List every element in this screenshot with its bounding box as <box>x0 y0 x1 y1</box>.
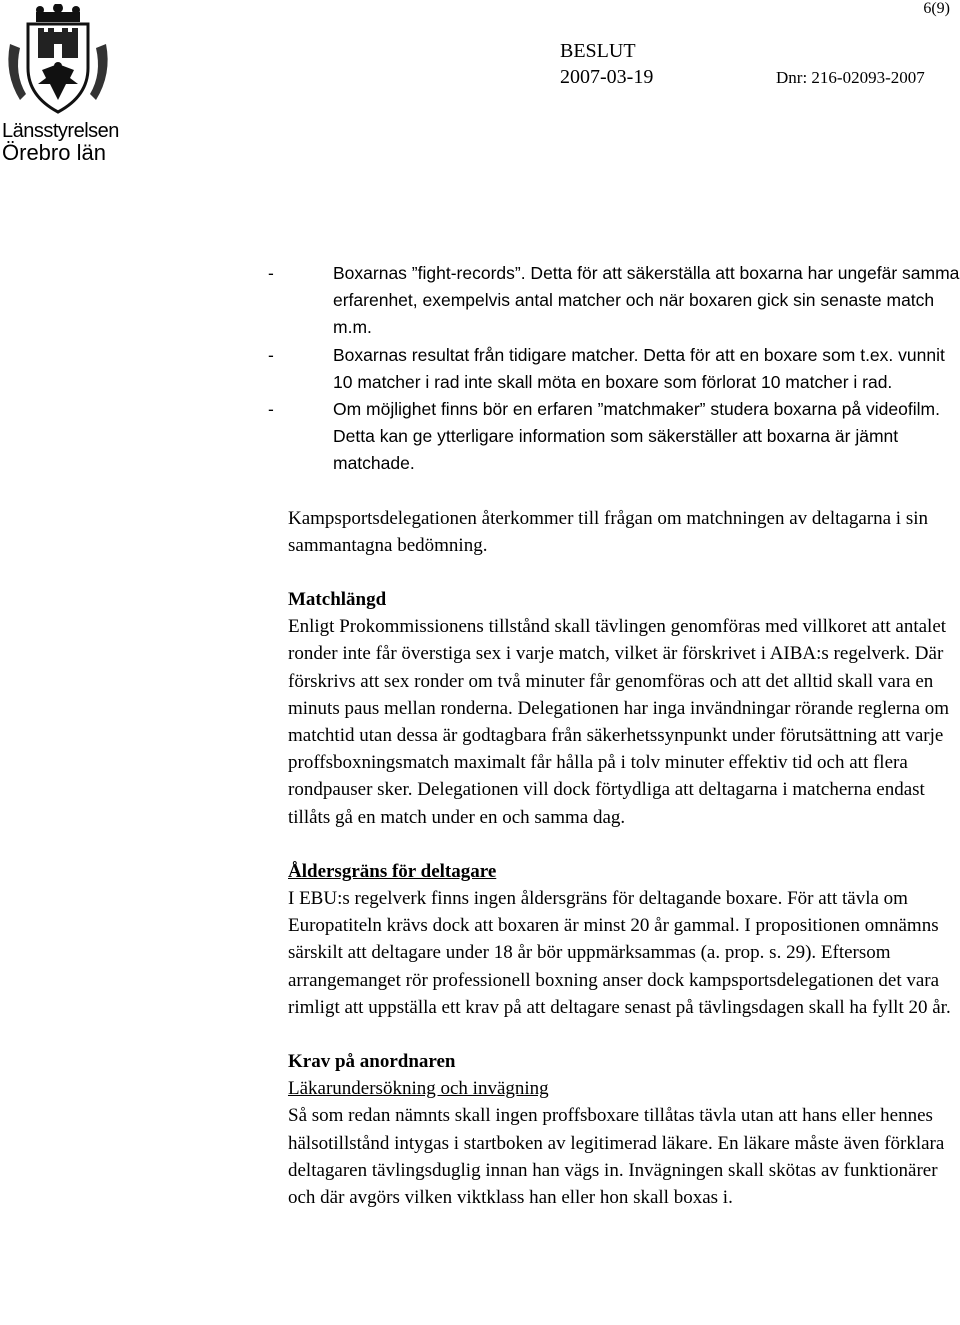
logo-line-2: Örebro län <box>2 140 106 165</box>
section-text: I EBU:s regelverk finns ingen åldersgräns för deltagande boxare. För att tävla om Europatiteln krävs dock att boxaren är minst 20 år gammal. I propositionen omnämns särskilt att deltagare under 18 år bör uppmärksammas (a. prop. s. 29). Eftersom arrangemanget rör professionell boxning anser dock kampsportsdelegationen det vara rimligt att uppställa ett krav på att deltagare senast på tävlingsdagen skall ha fyllt 20 år. <box>288 888 951 1018</box>
list-dash: - <box>268 399 274 420</box>
coat-of-arms-icon <box>2 4 114 116</box>
list-item <box>268 342 960 396</box>
page-number: 6(9) <box>923 0 950 17</box>
agency-logo <box>2 4 119 165</box>
section-krav <box>288 1048 960 1211</box>
section-text: Så som redan nämnts skall ingen proffsboxare tillåtas tävla utan att hans eller hennes hälsotillstånd intygas i startboken av legitimerad läkare. En läkare måste även förklara deltagaren tävlingsduglig innan han vägs in. Invägningen skall skötas av funktionärer och där avgörs vilken viktklass han eller hon skall boxas i. <box>288 1105 945 1209</box>
list-item <box>268 396 960 478</box>
section-matchlangd <box>288 586 960 831</box>
section-subheading: Läkarundersökning och invägning <box>288 1078 549 1100</box>
list-item <box>268 260 960 342</box>
paragraph-matchning: Kampsportsdelegationen återkommer till frågan om matchningen av deltagarna i sin sammantagna bedömning. <box>288 507 928 556</box>
logo-line-1: Länsstyrelsen <box>2 120 119 142</box>
document-type: BESLUT <box>560 40 636 62</box>
list-dash: - <box>268 344 274 365</box>
section-heading: Krav på anordnaren <box>288 1051 456 1073</box>
section-aldersgrans <box>288 858 960 1021</box>
document-date: 2007-03-19 <box>560 66 654 88</box>
section-heading: Åldersgräns för deltagare <box>288 860 497 882</box>
list-item-text: Boxarnas ”fight-records”. Detta för att säkerställa att boxarna har ungefär samma erfarenhet, exempelvis antal matcher och när boxaren gick sin senaste match m.m. <box>333 263 960 338</box>
list-dash: - <box>268 263 274 283</box>
document-dnr: Dnr: 216-02093-2007 <box>776 68 925 87</box>
list-item-text: Om möjlighet finns bör en erfaren ”matchmaker” studera boxarna på videofilm. Detta kan ge ytterligare information som säkerställer att boxarna är jämnt matchade. <box>333 399 940 474</box>
document-body <box>268 260 960 1211</box>
list-item-text: Boxarnas resultat från tidigare matcher. Detta för att en boxare som t.ex. vunnit 10 matcher i rad inte skall möta en boxare som förlorat 10 matcher i rad. <box>333 344 945 392</box>
section-text: Enligt Prokommissionens tillstånd skall tävlingen genomföras med villkoret att antalet ronder inte får överstiga sex i varje match, vilket är förskrivet i AIBA:s regelverk. Där förskrivs att sex ronder om två minuter får genomföras och att det alltid skall vara en minuts paus mellan ronderna. Delegationen har inga invändningar rörande reglerna om matchtid utan dessa är godtagbara från säkerhetssynpunkt under förutsättning att varje proffsboxningsmatch maximalt får hålla på i tolv minuter effektiv tid och att flera rondpauser sker. Delegationen vill dock förtydliga att deltagarna i matcherna endast tillåts gå en match under en och samma dag. <box>288 616 950 828</box>
section-heading: Matchlängd <box>288 589 387 611</box>
